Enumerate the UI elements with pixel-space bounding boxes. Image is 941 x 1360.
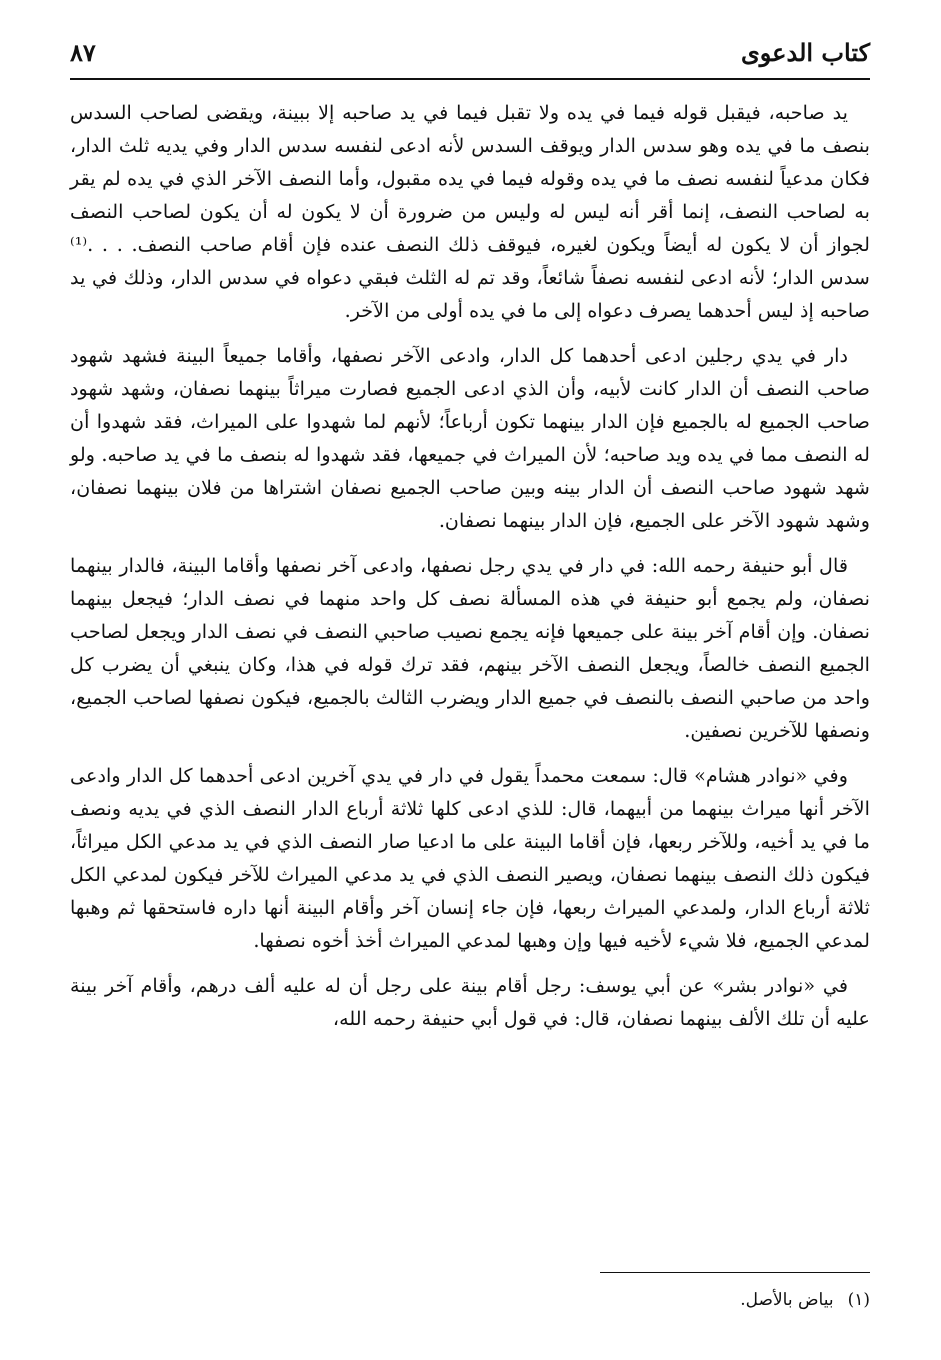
paragraph-3: قال أبو حنيفة رحمه الله: في دار في يدي رجل نصفها، وادعى آخر نصفها وأقاما البينة، فالدار بينهما نصفان، ولم يجمع أبو حنيفة في هذه المسألة نصف كل واحد منهما في نصف الدار؛ فيجعل بينهما نصفان. وإن أقام آخر بينة على جميعها فإنه يجمع نصيب صاحبي النصف في نصف الدار ويجعل لصاحب الجميع النصف خالصاً، ويجعل النصف الآخر بينهم، فقد ترك قوله في هذا، وكان ينبغي أن يضرب كل واحد من صاحبي النصف بالنصف في جميع الدار ويضرب الثالث بالجميع، فيكون نصفها لصاحب الجميع، ونصفها للآخرين نصفين.	[70, 554, 870, 742]
page-header	[70, 36, 870, 76]
footnote-marker: (١)	[847, 1290, 870, 1310]
body-text	[70, 96, 870, 1047]
footnote	[740, 1286, 870, 1314]
paragraph-1: يد صاحبه، فيقبل قوله فيما في يده ولا تقبل فيما في يد صاحبه إلا ببينة، ويقضى لصاحب السدس بنصف ما في يده وهو سدس الدار ويوقف السدس لأنه ادعى لنفسه سدس الدار وفي يديه ثلث الدار، فكان مدعياً لنفسه نصف ما في يده وقوله فيما في يده مقبول، وأما النصف الآخر الذي في يده لم يقر به لصاحب النصف، إنما أقر أنه ليس له وليس من ضرورة أن لا يكون له أن يكون لصاحب النصف لجواز أن لا يكون له أيضاً ويكون لغيره، فيوقف ذلك النصف عنده فإن أقام صاحب النصف. . . .⁽¹⁾ سدس الدار؛ لأنه ادعى لنفسه نصفاً شائعاً، وقد تم له الثلث فبقي دعواه في سدس الدار، وذلك في يد صاحبه إذ ليس أحدهما يصرف دعواه إلى ما في يده أولى من الآخر.	[70, 101, 870, 322]
running-title: كتاب الدعوى	[740, 38, 870, 67]
footnote-text: بياض بالأصل.	[740, 1290, 834, 1310]
paragraph-5: في «نوادر بشر» عن أبي يوسف: رجل أقام بينة على رجل أن له عليه ألف درهم، وأقام آخر بينة عليه أن تلك الألف بينهما نصفان، قال: في قول أبي حنيفة رحمه الله،	[70, 974, 870, 1030]
paragraph-4: وفي «نوادر هشام» قال: سمعت محمداً يقول في دار في يدي آخرين ادعى أحدهما كل الدار وادعى الآخر أنها ميراث بينهما من أبيهما، قال: للذي ادعى كلها ثلاثة أرباع الدار النصف الذي في يديه ونصف ما في يد أخيه، وللآخر ربعها، فإن أقاما البينة على ما ادعيا صار النصف الذي في يد مدعي الكل ميراثاً، فيكون ذلك النصف بينهما نصفان، ويصير النصف الذي في يد مدعي الميراث للآخر فيكون لمدعي الكل ثلاثة أرباع الدار، ولمدعي الميراث ربعها، فإن جاء إنسان آخر وأقام البينة أنها داره فاستحقها ثم وهبها لمدعي الجميع، فلا شيء لأخيه فيها وإن وهبها لمدعي الميراث أخذ أخوه نصفها.	[70, 764, 870, 952]
header-divider	[70, 78, 870, 80]
book-page	[70, 30, 870, 1340]
paragraph-2: دار في يدي رجلين ادعى أحدهما كل الدار، وادعى الآخر نصفها، وأقاما جميعاً البينة فشهد شهود صاحب النصف أن الدار كانت لأبيه، وأن الذي ادعى الجميع فصارت ميراثاً بينهما نصفان، وشهد شهود صاحب الجميع له بالجميع فإن الدار بينهما تكون أرباعاً؛ لأنهم لما شهدوا على الميراث، فقد شهدوا أن له النصف مما في يده ويد صاحبه؛ لأن الميراث في جميعها، فقد شهدوا له بنصف ما في يد صاحبه. ولو شهد شهود صاحب النصف أن الدار بينه وبين صاحب الجميع نصفان اشتراها من فلان بينهما نصفان، وشهد شهود الآخر على الجميع، فإن الدار بينهما نصفان.	[70, 344, 870, 532]
footnote-divider	[600, 1272, 870, 1273]
page-number: ٨٧	[70, 38, 96, 67]
